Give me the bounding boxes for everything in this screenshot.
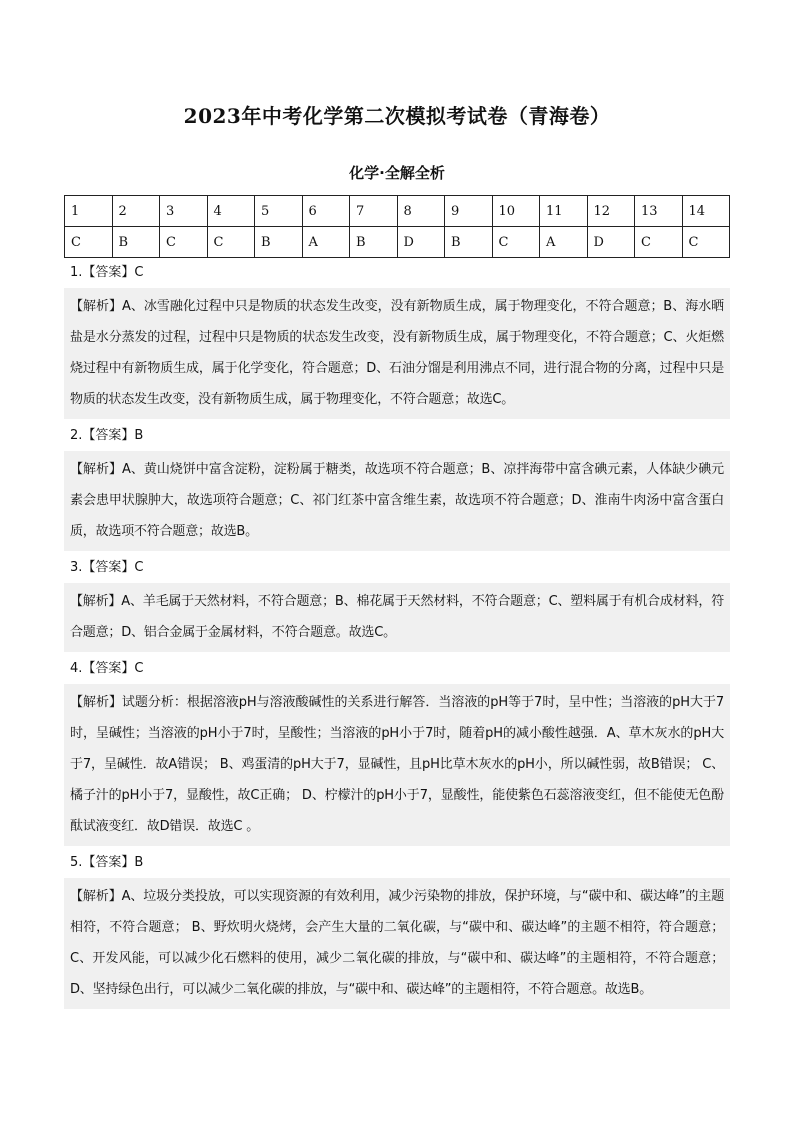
analysis-text: 【解析】试题分析：根据溶液pH与溶液酸碱性的关系进行解答．当溶液的pH等于7时，呈中性；当溶液的pH大于7时，呈碱性；当溶液的pH小于7时，呈酸性；当溶液的pH小于7时，随着pH的减小酸性越强．A、草木灰水的pH大于7，呈碱性．故A错误； B、鸡蛋清的pH大于7，显碱性，且pH比草木灰水的pH小，所以碱性弱，故B错误； C、橘子汁的pH小于7，显酸性，故C正确； D、柠檬汁的pH小于7，显酸性，能使紫色石蕊溶液变红，但不能使无色酚酞试液变红．故D错误．故选C 。 xyxy=(64,684,730,846)
question-number: 5 xyxy=(255,196,303,227)
question-block xyxy=(64,262,730,419)
page-subtitle: 化学·全解全析 xyxy=(349,164,445,182)
answer-cell: A xyxy=(302,227,350,258)
solutions-section xyxy=(64,262,730,1015)
answer-table-number-row xyxy=(65,196,730,227)
answer-label: 1.【答案】C xyxy=(70,265,144,280)
answer-cell: D xyxy=(587,227,635,258)
analysis-text: 【解析】A、垃圾分类投放，可以实现资源的有效利用，减少污染物的排放，保护环境，与“碳中和、碳达峰”的主题相符，不符合题意； B、野炊明火烧烤，会产生大量的二氧化碳，与“碳中和、碳达峰”的主题不相符，符合题意； C、开发风能，可以减少化石燃料的使用，减少二氧化碳的排放，与“碳中和、碳达峰”的主题相符，不符合题意；D、坚持绿色出行，可以减少二氧化碳的排放，与“碳中和、碳达峰”的主题相符，不符合题意。故选B。 xyxy=(64,878,730,1009)
answer-cell: C xyxy=(65,227,113,258)
answer-label: 3.【答案】C xyxy=(70,560,144,575)
question-number: 1 xyxy=(65,196,113,227)
answer-label: 5.【答案】B xyxy=(70,855,144,870)
answer-cell: B xyxy=(445,227,493,258)
answer-cell: C xyxy=(492,227,540,258)
answer-cell: A xyxy=(540,227,588,258)
question-block xyxy=(64,658,730,846)
question-number: 6 xyxy=(302,196,350,227)
question-block xyxy=(64,852,730,1009)
answer-cell: D xyxy=(397,227,445,258)
question-number: 2 xyxy=(112,196,160,227)
question-number: 8 xyxy=(397,196,445,227)
question-number: 9 xyxy=(445,196,493,227)
answer-table-answer-row xyxy=(65,227,730,258)
answer-cell: B xyxy=(350,227,398,258)
question-number: 4 xyxy=(207,196,255,227)
answer-cell: C xyxy=(207,227,255,258)
analysis-text: 【解析】A、羊毛属于天然材料，不符合题意；B、棉花属于天然材料，不符合题意；C、塑料属于有机合成材料，符合题意；D、铝合金属于金属材料，不符合题意。故选C。 xyxy=(64,583,730,652)
answer-cell: C xyxy=(160,227,208,258)
question-number: 14 xyxy=(682,196,730,227)
question-number: 13 xyxy=(635,196,683,227)
question-number: 7 xyxy=(350,196,398,227)
analysis-text: 【解析】A、黄山烧饼中富含淀粉，淀粉属于糖类，故选项不符合题意；B、凉拌海带中富含碘元素，人体缺少碘元素会患甲状腺肿大，故选项符合题意；C、祁门红茶中富含维生素，故选项不符合题意；D、淮南牛肉汤中富含蛋白质，故选项不符合题意；故选B。 xyxy=(64,451,730,551)
answer-label: 4.【答案】C xyxy=(70,661,144,676)
question-number: 3 xyxy=(160,196,208,227)
answer-label: 2.【答案】B xyxy=(70,428,144,443)
question-block xyxy=(64,425,730,551)
analysis-text: 【解析】A、冰雪融化过程中只是物质的状态发生改变，没有新物质生成，属于物理变化，不符合题意；B、海水晒盐是水分蒸发的过程，过程中只是物质的状态发生改变，没有新物质生成，属于物理变化，不符合题意；C、火炬燃烧过程中有新物质生成，属于化学变化，符合题意；D、石油分馏是利用沸点不同，进行混合物的分离，过程中只是物质的状态发生改变，没有新物质生成，属于物理变化，不符合题意；故选C。 xyxy=(64,288,730,419)
question-number: 12 xyxy=(587,196,635,227)
question-block xyxy=(64,557,730,652)
answer-cell: B xyxy=(112,227,160,258)
answer-cell: B xyxy=(255,227,303,258)
answer-cell: C xyxy=(635,227,683,258)
question-number: 11 xyxy=(540,196,588,227)
question-number: 10 xyxy=(492,196,540,227)
answer-table xyxy=(64,195,730,258)
answer-cell: C xyxy=(682,227,730,258)
page-title: 2023年中考化学第二次模拟考试卷（青海卷） xyxy=(183,104,611,128)
